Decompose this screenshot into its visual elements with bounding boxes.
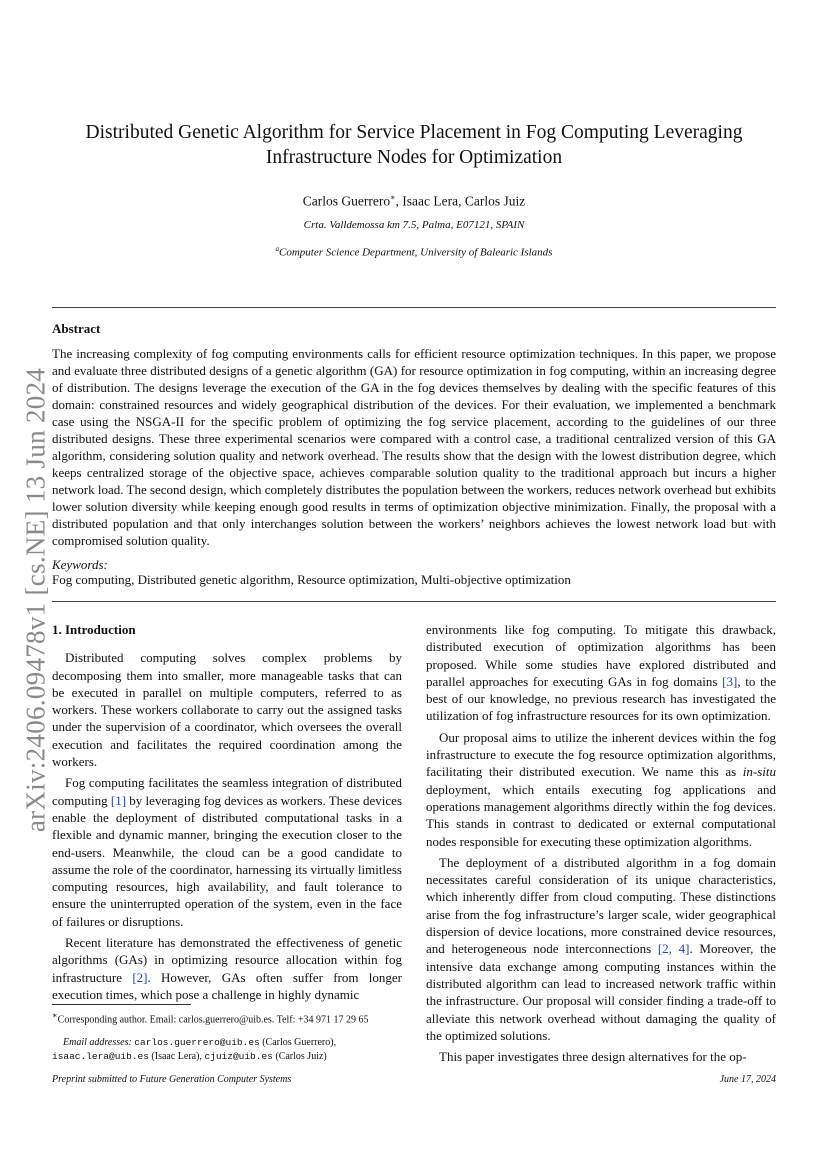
intro-paragraph-7: This paper investigates three design alternatives for the op- <box>439 1049 747 1065</box>
intro-paragraph-1: Distributed computing solves complex problems by decomposing them into smaller, more manageable tasks that can be executed in parallel on multiple computers, referred to as workers. These workers collaborate to carry out the assigned tasks under the supervision of a coordinator, which oversees the overall execution and facilitates the required coordination among the workers. <box>52 650 402 770</box>
text-run: . Moreover, the intensive data exchange among computing instances within the distributed algorithm can lead to increased network traffic within the infrastructure. Our proposal will consider finding a trade-off to alleviate this network overhead without damaging the quality of the optimized solutions. <box>426 941 776 1043</box>
text-run: The deployment of a distributed algorithm in a fog domain necessitates careful consideration of its unique characteristics, which inherently differ from cloud computing. These distinctions arise from the fog infrastructure’s larger scale, wider geographical dispersion of device locations, more constrained device resources, and heterogeneous node interconnections <box>426 854 776 957</box>
email-owner: (Carlos Juiz) <box>272 1051 327 1062</box>
other-authors: , Isaac Lera, Carlos Juiz <box>395 193 526 209</box>
top-divider <box>52 307 776 308</box>
text-run: Our proposal aims to utilize the inherent devices within the fog infrastructure to execute the fog resource optimization algorithms, facilitating their distributed execution. We name this as <box>426 729 776 780</box>
citation-link[interactable]: [2, 4] <box>657 941 690 957</box>
footnote-mark: ∗ <box>52 1011 58 1020</box>
left-column <box>52 621 402 1007</box>
email-link[interactable]: cjuiz@uib.es <box>204 1051 273 1062</box>
intro-paragraph-3 <box>52 934 402 1003</box>
footnote-divider <box>52 1004 191 1005</box>
section-heading-introduction: 1. Introduction <box>52 622 136 637</box>
bottom-divider <box>52 601 776 602</box>
affiliation-address: Crta. Valldemossa km 7.5, Palma, E07121, SPAIN <box>303 219 525 231</box>
email-owner: (Carlos Guerrero), <box>259 1037 337 1048</box>
author-1: Carlos Guerrero <box>302 193 391 209</box>
affiliation-department <box>0 245 828 259</box>
footer-date: June 17, 2024 <box>719 1074 776 1085</box>
text-run: . However, GAs often suffer from longer execution times, which pose a challenge in highly dynamic <box>52 969 403 1002</box>
citation-link[interactable]: [1] <box>110 792 127 808</box>
text-run: deployment, which entails executing fog applications and operations management algorithms directly within the fog devices. This stands in contrast to dedicated or external computational nodes responsible for executing these optimization algorithms. <box>426 781 776 849</box>
email-label: Email addresses: <box>63 1037 132 1048</box>
citation-link[interactable]: [2] <box>132 969 148 985</box>
intro-paragraph-5 <box>426 729 776 850</box>
intro-paragraph-2 <box>52 774 402 930</box>
paper-title <box>60 120 768 170</box>
keywords-text: Fog computing, Distributed genetic algorithm, Resource optimization, Multi-objective optimization <box>52 572 571 587</box>
text-run: Recent literature has demonstrated the effectiveness of genetic algorithms (GAs) in optimizing resource allocation within fog infrastructure <box>52 935 402 985</box>
footnote-text: Corresponding author. Email: carlos.guerrero@uib.es. Telf: +34 971 17 29 65 <box>57 1014 369 1026</box>
arxiv-stamp: arXiv:2406.09478v1 [cs.NE] 13 Jun 2024 <box>20 367 51 833</box>
intro-paragraph-6 <box>426 854 776 1044</box>
affiliation-mark: a <box>275 245 280 253</box>
text-run: , to the best of our knowledge, no previous research has investigated the utilization of fog infrastructure resources for its own optimization. <box>426 673 776 724</box>
title-line-1: Distributed Genetic Algorithm for Service Placement in Fog Computing Leveraging <box>85 122 743 143</box>
keywords-label: Keywords: <box>52 557 108 572</box>
abstract-text: The increasing complexity of fog computing environments calls for efficient resource optimization techniques. In this paper, we propose and evaluate three distributed designs of a genetic algorithm (GA) for resource optimization in fog computing, within an increasing degree of distribution. The designs leverage the execution of the GA in the fog devices themselves by dealing with the specific features of this domain: constrained resources and widely geographical distribution of the devices. For their evaluation, we implemented a benchmark case using the NSGA-II for the specific problem of optimizing the fog service placement, according to the guidelines of our three distributed designs. These three experimental scenarios were compared with a control case, a traditional centralized version of this GA algorithm, considering solution quality and network overhead. The results show that the design with the lowest distribution degree, which keeps centralized storage of the objective space, achieves comparable solution quality to the traditional approach but incurs a higher network load. The second design, which completely distributes the population between the workers, reduces network overhead but exhibits lower solution diversity while keeping enough good results in terms of optimization objective minimization. Finally, the proposal with a distributed population and that only interchanges solution between the workers’ neighbors achieves the lowest network load but with compromised solution quality. <box>52 346 776 548</box>
email-owner: (Isaac Lera), <box>148 1051 205 1062</box>
corresponding-mark: ∗ <box>390 193 396 202</box>
footnote-emails <box>52 1036 404 1064</box>
intro-paragraph-4 <box>426 621 776 725</box>
text-run: Fog computing facilitates the seamless integration of distributed computing <box>52 775 402 808</box>
text-run: environments like fog computing. To mitigate this drawback, distributed execution of optimization algorithms has been proposed. While some studies have explored distributed and parallel approaches for executing GAs in fog domains <box>426 622 776 689</box>
abstract-heading: Abstract <box>52 321 101 336</box>
email-link[interactable]: isaac.lera@uib.es <box>52 1051 149 1062</box>
affiliation-dept-text: Computer Science Department, University of Balearic Islands <box>279 246 553 259</box>
author-list <box>0 193 828 210</box>
footnote-corresponding <box>52 1009 404 1027</box>
footer-journal: Preprint submitted to Future Generation Computer Systems <box>52 1074 292 1085</box>
right-column <box>426 621 776 1069</box>
title-line-2: Infrastructure Nodes for Optimization <box>265 147 563 168</box>
text-run: by leveraging fog devices as workers. These devices enable the deployment of distributed computational tasks in a flexible and dynamic manner, bringing the execution closer to the end-users. Meanwhile, the cloud can be a good candidate to assume the role of the coordinator, harnessing its virtually limitless computing resources, high availability, and fault tolerance to ensure the uninterrupted operation of the system, even in the face of failures or disruptions. <box>52 792 403 929</box>
email-link[interactable]: carlos.guerrero@uib.es <box>134 1037 260 1048</box>
emphasis: in-situ <box>742 764 776 780</box>
citation-link[interactable]: [3] <box>722 673 738 689</box>
